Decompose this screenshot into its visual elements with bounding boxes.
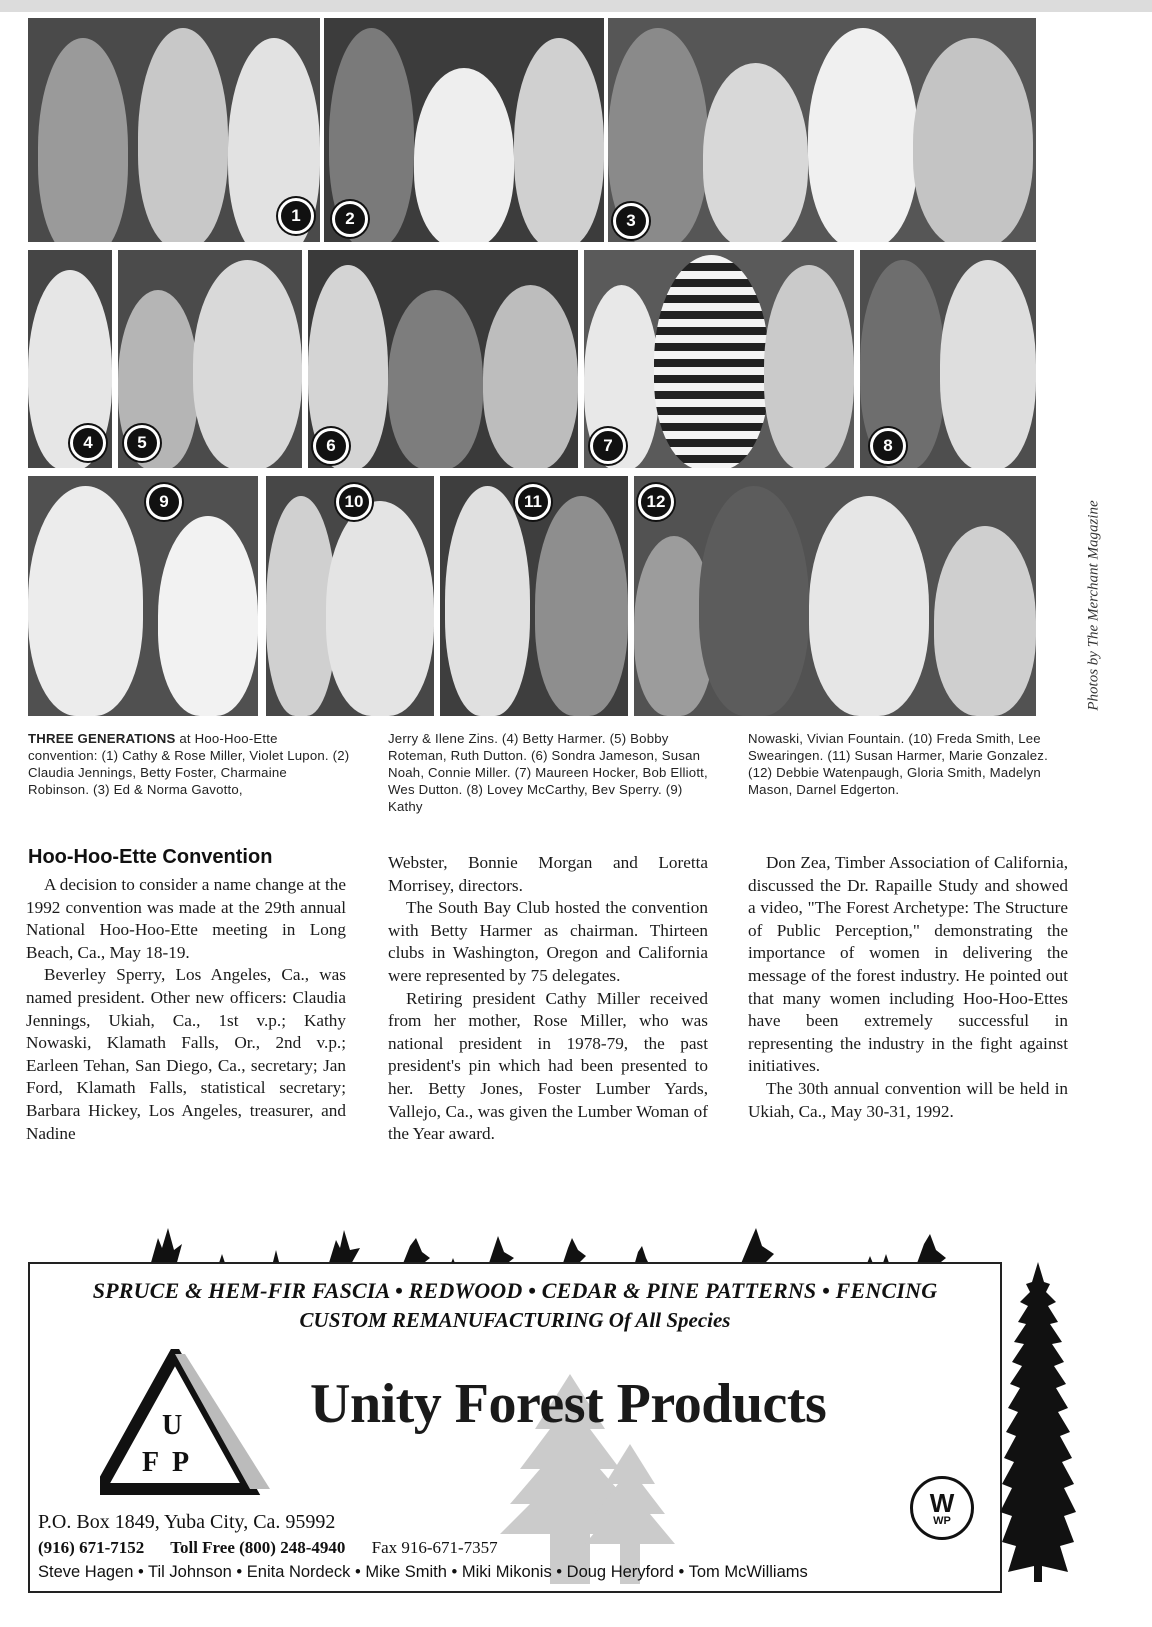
logo-letter-u: U [162, 1410, 183, 1441]
advertisement [28, 1262, 1002, 1593]
photo-10 [266, 476, 434, 716]
article-paragraph: The South Bay Club hosted the convention with Betty Harmer as chairman. Thirteen clubs in Washington, Oregon and California were represented by 75 delegates. [388, 898, 708, 985]
article-headline: Hoo-Hoo-Ette Convention [28, 846, 273, 868]
photo-4 [28, 250, 112, 468]
caption-lead: THREE GENERATIONS [28, 731, 176, 746]
article-column-1 [26, 874, 346, 1145]
wp-logo-sub: WP [933, 1514, 951, 1527]
logo-letter-f: F [142, 1447, 160, 1478]
photo-9 [28, 476, 258, 716]
article-paragraph: The 30th annual convention will be held in Ukiah, Ca., May 30-31, 1992. [748, 1078, 1068, 1121]
photo-8 [860, 250, 1036, 468]
photo-6 [308, 250, 578, 468]
fax-number: Fax 916-671-7357 [371, 1538, 498, 1557]
photo-number-badge: 6 [313, 428, 349, 464]
ufp-triangle-logo [100, 1349, 280, 1499]
photo-1 [28, 18, 320, 242]
article-paragraph: A decision to consider a name change at the 1992 convention was made at the 29th annual National Hoo-Hoo-Ette meeting in Long Beach, Ca., May 18-19. [26, 875, 346, 962]
photo-12 [634, 476, 1036, 716]
photo-number-badge: 5 [124, 425, 160, 461]
photo-collage [28, 18, 1076, 716]
photo-5 [118, 250, 302, 468]
wp-logo-w: W [929, 1487, 955, 1518]
article-column-2 [388, 852, 708, 1146]
article-column-3 [748, 852, 1068, 1123]
article-paragraph: Retiring president Cathy Miller received from her mother, Rose Miller, who was national president in 1978-79, the past president's pin which had been presented to her. Betty Jones, Foster Lumber Yards, Vallejo, Ca., was given the Lumber Woman of the Year award. [388, 988, 708, 1144]
wp-mark-logo [910, 1476, 974, 1540]
caption-text: at Hoo-Hoo-Ette convention: (1) Cathy & Rose Miller, Violet Lupon. (2) Claudia Jennings, Betty Foster, Charmaine Robinson. (3) Ed & Norma Gavotto, [28, 731, 350, 797]
photo-number-badge: 4 [70, 425, 106, 461]
company-name: Unity Forest Products [310, 1373, 827, 1435]
ad-phone-numbers [38, 1538, 520, 1558]
logo-letter-p: P [172, 1447, 190, 1478]
photo-number-badge: 1 [278, 198, 314, 234]
tall-tree-silhouette [998, 1262, 1078, 1582]
article-paragraph: Don Zea, Timber Association of California, discussed the Dr. Rapaille Study and showed a video, "The Forest Archetype: The Structure of Public Perception," demonstrating the importance of women in delivering the message of the forest industry. He pointed out that many women including Hoo-Hoo-Ettes have been extremely successful in representing the industry in the fight against initiatives. [748, 853, 1068, 1076]
photo-7 [584, 250, 854, 468]
page-top-edge [0, 0, 1152, 12]
photo-credit: Photos by The Merchant Magazine [1085, 499, 1102, 711]
ad-service-line: CUSTOM REMANUFACTURING Of All Species [299, 1308, 731, 1332]
phone-number: (916) 671-7152 [38, 1538, 145, 1557]
photo-number-badge: 3 [613, 203, 649, 239]
tollfree-number: Toll Free (800) 248-4940 [170, 1538, 346, 1557]
article-paragraph: Beverley Sperry, Los Angeles, Ca., was named president. Other new officers: Claudia Jennings, Ukiah, Ca., 1st v.p.; Kathy Nowaski, Klamath Falls, Or., 2nd v.p.; Earleen Tehan, San Diego, Ca., secretary; Jan Ford, Klamath Falls, statistical secretary; Barbara Hickey, Los Angeles, treasurer, and Nadine [26, 965, 346, 1143]
caption-col-1 [28, 730, 350, 798]
staff-names: Steve Hagen • Til Johnson • Enita Nordeck • Mike Smith • Miki Mikonis • Doug Heryford • Tom McWilliams [38, 1563, 808, 1581]
photo-number-badge: 12 [638, 484, 674, 520]
photo-number-badge: 10 [336, 484, 372, 520]
photo-number-badge: 11 [515, 484, 551, 520]
ad-product-line: SPRUCE & HEM-FIR FASCIA • REDWOOD • CEDAR & PINE PATTERNS • FENCING [92, 1278, 938, 1303]
photo-3 [608, 18, 1036, 242]
photo-11 [440, 476, 628, 716]
tree-silhouettes [110, 1218, 1010, 1268]
photo-number-badge: 8 [870, 428, 906, 464]
photo-number-badge: 7 [590, 428, 626, 464]
ad-address: P.O. Box 1849, Yuba City, Ca. 95992 [38, 1511, 336, 1533]
caption-col-3: Nowaski, Vivian Fountain. (10) Freda Smith, Lee Swearingen. (11) Susan Harmer, Marie Gonzalez. (12) Debbie Watenpaugh, Gloria Smith, Madelyn Mason, Darnel Edgerton. [748, 731, 1048, 797]
photo-number-badge: 9 [146, 484, 182, 520]
caption-col-2: Jerry & Ilene Zins. (4) Betty Harmer. (5) Bobby Roteman, Ruth Dutton. (6) Sondra Jameson, Susan Noah, Connie Miller. (7) Maureen Hocker, Bob Elliott, Wes Dutton. (8) Lovey McCarthy, Bev Sperry. (9) Kathy [388, 731, 708, 814]
article-paragraph: Webster, Bonnie Morgan and Loretta Morrisey, directors. [388, 853, 708, 895]
photo-2 [324, 18, 604, 242]
photo-number-badge: 2 [332, 201, 368, 237]
